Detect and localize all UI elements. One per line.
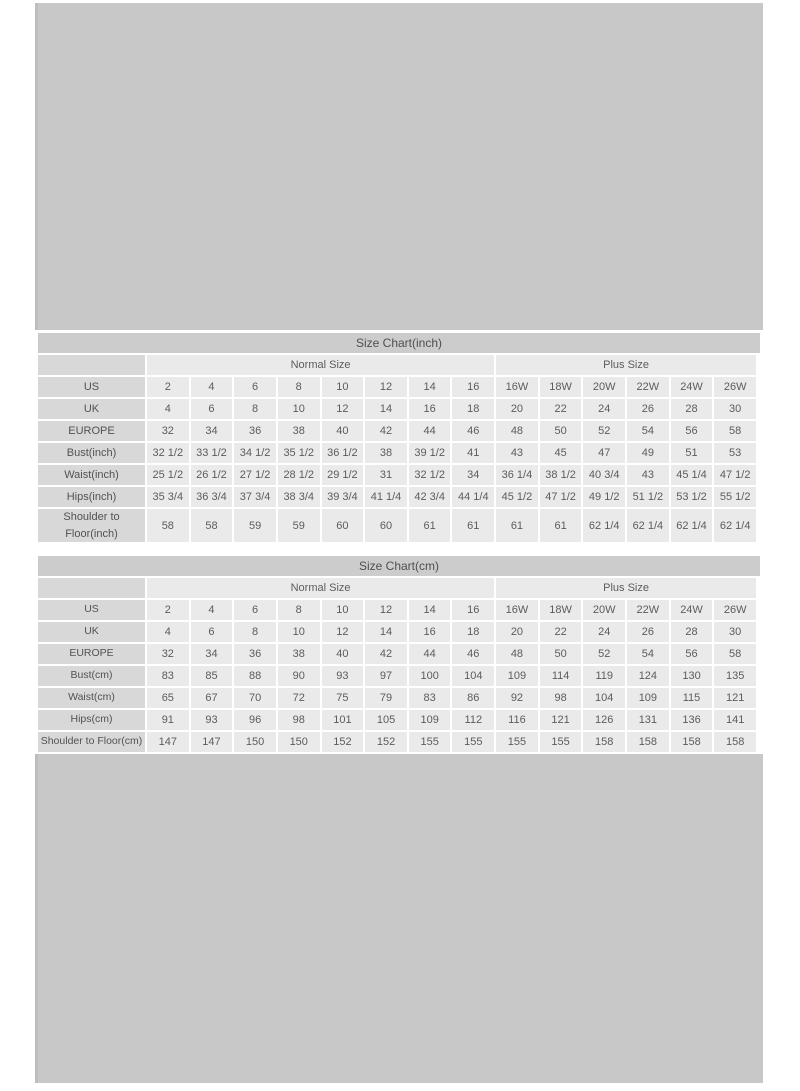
size-cell: 62 1/4	[671, 509, 713, 542]
size-cell: 22W	[627, 377, 669, 397]
table-row	[38, 465, 756, 485]
row-label: Hips(cm)	[38, 710, 145, 730]
size-cell: 22W	[627, 600, 669, 620]
size-cell: 10	[278, 399, 320, 419]
column-group-row	[38, 355, 756, 375]
size-cell: 22	[540, 399, 582, 419]
size-cell: 59	[234, 509, 276, 542]
size-cell: 14	[409, 377, 451, 397]
size-cell: 12	[365, 600, 407, 620]
table-row	[38, 710, 756, 730]
size-cell: 36	[234, 644, 276, 664]
size-cell: 12	[322, 399, 364, 419]
size-cell: 22	[540, 622, 582, 642]
size-cell: 62 1/4	[627, 509, 669, 542]
size-cell: 104	[452, 666, 494, 686]
size-cell: 26W	[714, 600, 756, 620]
size-cell: 59	[278, 509, 320, 542]
size-chart-table-inch	[38, 330, 760, 544]
size-cell: 39 1/2	[409, 443, 451, 463]
size-cell: 67	[191, 688, 233, 708]
size-cell: 60	[365, 509, 407, 542]
row-label: US	[38, 377, 145, 397]
size-cell: 90	[278, 666, 320, 686]
size-cell: 14	[409, 600, 451, 620]
size-cell: 150	[234, 732, 276, 752]
table-row	[38, 732, 756, 752]
size-cell: 8	[234, 399, 276, 419]
size-cell: 155	[409, 732, 451, 752]
table-title-inch: Size Chart(inch)	[38, 333, 760, 353]
size-cell: 124	[627, 666, 669, 686]
size-cell: 16	[409, 399, 451, 419]
size-cell: 8	[234, 622, 276, 642]
size-cell: 54	[627, 644, 669, 664]
size-cell: 155	[452, 732, 494, 752]
size-cell: 26 1/2	[191, 465, 233, 485]
size-cell: 8	[278, 600, 320, 620]
size-cell: 93	[322, 666, 364, 686]
size-cell: 56	[671, 421, 713, 441]
table-row	[38, 509, 756, 542]
size-cell: 28	[671, 622, 713, 642]
size-cell: 43	[627, 465, 669, 485]
size-cell: 2	[147, 377, 189, 397]
size-cell: 92	[496, 688, 538, 708]
size-cell: 98	[278, 710, 320, 730]
size-cell: 6	[191, 622, 233, 642]
size-cell: 31	[365, 465, 407, 485]
size-cell: 53 1/2	[671, 487, 713, 507]
size-cell: 32	[147, 421, 189, 441]
row-label: Shoulder to Floor(inch)	[38, 509, 145, 542]
size-cell: 130	[671, 666, 713, 686]
size-cell: 61	[540, 509, 582, 542]
size-cell: 136	[671, 710, 713, 730]
size-cell: 49	[627, 443, 669, 463]
size-table-cm	[36, 576, 758, 754]
size-cell: 70	[234, 688, 276, 708]
size-cell: 38 3/4	[278, 487, 320, 507]
size-cell: 18	[452, 399, 494, 419]
size-cell: 18W	[540, 377, 582, 397]
row-label: US	[38, 600, 145, 620]
size-cell: 45	[540, 443, 582, 463]
size-cell: 75	[322, 688, 364, 708]
corner-cell	[38, 578, 145, 598]
size-cell: 40 3/4	[583, 465, 625, 485]
size-cell: 44 1/4	[452, 487, 494, 507]
size-cell: 83	[147, 666, 189, 686]
size-cell: 24W	[671, 377, 713, 397]
size-cell: 35 3/4	[147, 487, 189, 507]
size-cell: 16	[452, 600, 494, 620]
size-cell: 150	[278, 732, 320, 752]
size-cell: 114	[540, 666, 582, 686]
row-label: EUROPE	[38, 644, 145, 664]
size-cell: 47 1/2	[540, 487, 582, 507]
size-cell: 52	[583, 421, 625, 441]
table-row	[38, 600, 756, 620]
size-cell: 38	[365, 443, 407, 463]
row-label: Hips(inch)	[38, 487, 145, 507]
row-label: EUROPE	[38, 421, 145, 441]
size-cell: 24W	[671, 600, 713, 620]
row-label: Bust(cm)	[38, 666, 145, 686]
table-row	[38, 487, 756, 507]
size-cell: 12	[365, 377, 407, 397]
size-cell: 96	[234, 710, 276, 730]
size-cell: 155	[496, 732, 538, 752]
size-cell: 42	[365, 421, 407, 441]
size-cell: 85	[191, 666, 233, 686]
size-cell: 135	[714, 666, 756, 686]
table-row	[38, 688, 756, 708]
size-cell: 36 3/4	[191, 487, 233, 507]
size-cell: 49 1/2	[583, 487, 625, 507]
size-cell: 34	[191, 421, 233, 441]
size-cell: 10	[322, 600, 364, 620]
size-cell: 4	[147, 622, 189, 642]
table-row	[38, 622, 756, 642]
size-cell: 38	[278, 421, 320, 441]
size-cell: 36	[234, 421, 276, 441]
size-cell: 30	[714, 622, 756, 642]
size-cell: 43	[496, 443, 538, 463]
size-cell: 158	[627, 732, 669, 752]
content-column	[35, 0, 763, 1083]
size-cell: 50	[540, 421, 582, 441]
row-label: Bust(inch)	[38, 443, 145, 463]
size-cell: 34	[452, 465, 494, 485]
table-row	[38, 443, 756, 463]
size-cell: 42 3/4	[409, 487, 451, 507]
size-cell: 97	[365, 666, 407, 686]
size-cell: 45 1/2	[496, 487, 538, 507]
size-cell: 61	[452, 509, 494, 542]
size-cell: 4	[191, 600, 233, 620]
size-cell: 65	[147, 688, 189, 708]
size-cell: 155	[540, 732, 582, 752]
size-chart-table-cm	[38, 553, 760, 754]
size-cell: 34	[191, 644, 233, 664]
size-cell: 86	[452, 688, 494, 708]
size-cell: 112	[452, 710, 494, 730]
size-cell: 28 1/2	[278, 465, 320, 485]
size-cell: 98	[540, 688, 582, 708]
size-cell: 32 1/2	[409, 465, 451, 485]
size-cell: 6	[191, 399, 233, 419]
size-cell: 56	[671, 644, 713, 664]
size-cell: 51	[671, 443, 713, 463]
size-cell: 61	[409, 509, 451, 542]
size-cell: 30	[714, 399, 756, 419]
size-cell: 50	[540, 644, 582, 664]
size-cell: 38 1/2	[540, 465, 582, 485]
size-cell: 6	[234, 377, 276, 397]
size-cell: 45 1/4	[671, 465, 713, 485]
size-cell: 109	[627, 688, 669, 708]
size-cell: 51 1/2	[627, 487, 669, 507]
size-cell: 4	[191, 377, 233, 397]
size-cell: 28	[671, 399, 713, 419]
size-cell: 79	[365, 688, 407, 708]
table-title-cm: Size Chart(cm)	[38, 556, 760, 576]
size-cell: 20	[496, 399, 538, 419]
size-cell: 18W	[540, 600, 582, 620]
size-cell: 121	[540, 710, 582, 730]
size-cell: 47	[583, 443, 625, 463]
size-cell: 58	[147, 509, 189, 542]
size-cell: 27 1/2	[234, 465, 276, 485]
size-cell: 20W	[583, 377, 625, 397]
size-cell: 26W	[714, 377, 756, 397]
size-cell: 72	[278, 688, 320, 708]
size-cell: 8	[278, 377, 320, 397]
size-cell: 152	[322, 732, 364, 752]
size-cell: 147	[191, 732, 233, 752]
size-cell: 42	[365, 644, 407, 664]
size-cell: 58	[191, 509, 233, 542]
size-cell: 104	[583, 688, 625, 708]
size-cell: 37 3/4	[234, 487, 276, 507]
size-cell: 25 1/2	[147, 465, 189, 485]
size-chart-panel	[35, 330, 763, 754]
column-group-label: Plus Size	[496, 578, 756, 598]
size-cell: 100	[409, 666, 451, 686]
size-cell: 46	[452, 421, 494, 441]
size-cell: 16	[409, 622, 451, 642]
column-group-label: Normal Size	[147, 355, 494, 375]
row-label: Waist(inch)	[38, 465, 145, 485]
size-cell: 152	[365, 732, 407, 752]
size-cell: 48	[496, 644, 538, 664]
table-row	[38, 377, 756, 397]
size-cell: 47 1/2	[714, 465, 756, 485]
size-cell: 44	[409, 644, 451, 664]
size-cell: 105	[365, 710, 407, 730]
size-cell: 32	[147, 644, 189, 664]
size-cell: 34 1/2	[234, 443, 276, 463]
column-group-label: Plus Size	[496, 355, 756, 375]
size-cell: 2	[147, 600, 189, 620]
size-cell: 83	[409, 688, 451, 708]
size-cell: 121	[714, 688, 756, 708]
size-cell: 18	[452, 622, 494, 642]
size-cell: 53	[714, 443, 756, 463]
size-cell: 6	[234, 600, 276, 620]
row-label: UK	[38, 622, 145, 642]
size-cell: 93	[191, 710, 233, 730]
size-cell: 24	[583, 399, 625, 419]
size-cell: 16	[452, 377, 494, 397]
size-cell: 62 1/4	[583, 509, 625, 542]
size-cell: 41	[452, 443, 494, 463]
size-cell: 158	[583, 732, 625, 752]
size-cell: 33 1/2	[191, 443, 233, 463]
size-cell: 115	[671, 688, 713, 708]
size-cell: 10	[278, 622, 320, 642]
size-cell: 131	[627, 710, 669, 730]
size-cell: 141	[714, 710, 756, 730]
size-cell: 39 3/4	[322, 487, 364, 507]
size-cell: 20	[496, 622, 538, 642]
size-cell: 35 1/2	[278, 443, 320, 463]
size-cell: 14	[365, 622, 407, 642]
size-cell: 147	[147, 732, 189, 752]
product-image-placeholder-bottom	[35, 754, 763, 1083]
size-cell: 158	[714, 732, 756, 752]
table-row	[38, 399, 756, 419]
size-cell: 109	[496, 666, 538, 686]
size-cell: 88	[234, 666, 276, 686]
size-cell: 36 1/2	[322, 443, 364, 463]
size-cell: 29 1/2	[322, 465, 364, 485]
size-cell: 10	[322, 377, 364, 397]
size-cell: 24	[583, 622, 625, 642]
size-cell: 62 1/4	[714, 509, 756, 542]
size-cell: 119	[583, 666, 625, 686]
table-row	[38, 644, 756, 664]
size-cell: 158	[671, 732, 713, 752]
size-cell: 60	[322, 509, 364, 542]
size-cell: 52	[583, 644, 625, 664]
size-cell: 116	[496, 710, 538, 730]
size-cell: 32 1/2	[147, 443, 189, 463]
size-cell: 101	[322, 710, 364, 730]
size-cell: 61	[496, 509, 538, 542]
table-row	[38, 666, 756, 686]
size-cell: 91	[147, 710, 189, 730]
size-cell: 109	[409, 710, 451, 730]
size-cell: 26	[627, 399, 669, 419]
size-cell: 16W	[496, 377, 538, 397]
size-cell: 58	[714, 644, 756, 664]
size-cell: 4	[147, 399, 189, 419]
size-cell: 14	[365, 399, 407, 419]
table-row	[38, 421, 756, 441]
size-cell: 44	[409, 421, 451, 441]
column-group-label: Normal Size	[147, 578, 494, 598]
size-cell: 20W	[583, 600, 625, 620]
product-image-placeholder-top	[35, 3, 763, 330]
size-table-inch	[36, 353, 758, 544]
size-cell: 46	[452, 644, 494, 664]
size-cell: 55 1/2	[714, 487, 756, 507]
size-cell: 40	[322, 421, 364, 441]
size-cell: 40	[322, 644, 364, 664]
size-cell: 12	[322, 622, 364, 642]
corner-cell	[38, 355, 145, 375]
row-label: UK	[38, 399, 145, 419]
size-cell: 38	[278, 644, 320, 664]
column-group-row	[38, 578, 756, 598]
row-label: Waist(cm)	[38, 688, 145, 708]
size-cell: 48	[496, 421, 538, 441]
size-cell: 126	[583, 710, 625, 730]
size-cell: 16W	[496, 600, 538, 620]
row-label: Shoulder to Floor(cm)	[38, 732, 145, 752]
size-cell: 26	[627, 622, 669, 642]
size-cell: 36 1/4	[496, 465, 538, 485]
size-cell: 41 1/4	[365, 487, 407, 507]
size-cell: 58	[714, 421, 756, 441]
size-cell: 54	[627, 421, 669, 441]
